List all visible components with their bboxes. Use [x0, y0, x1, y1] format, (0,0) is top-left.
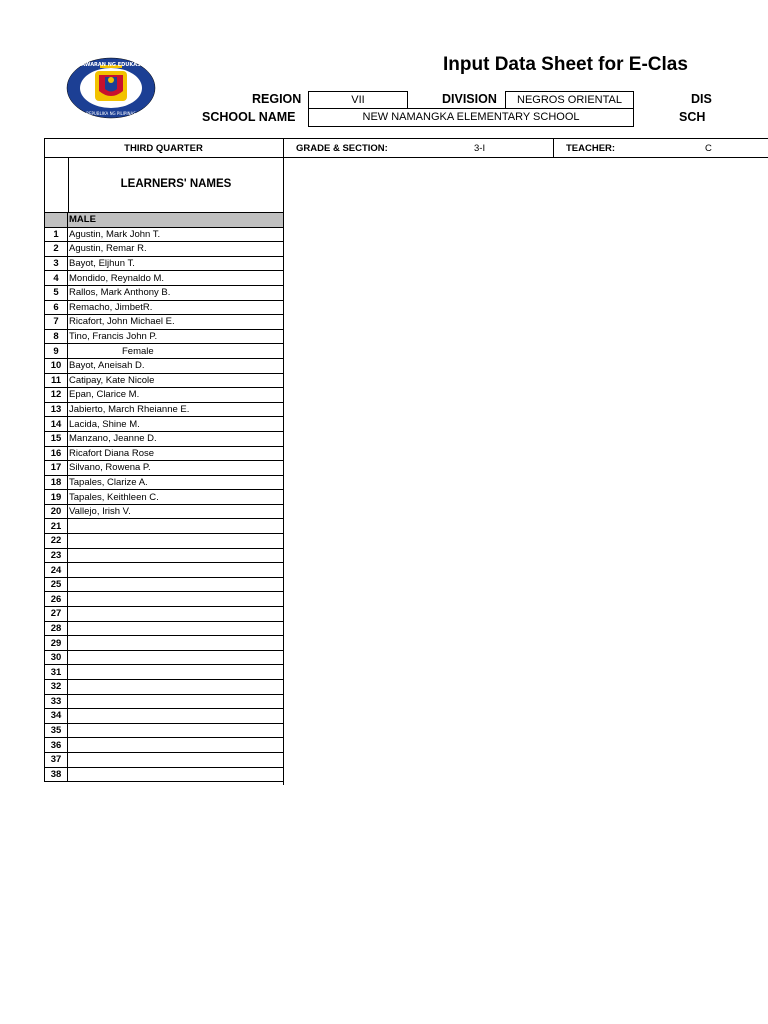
learner-row	[45, 271, 284, 286]
learner-number: 38	[45, 767, 68, 782]
learner-name-cell[interactable]	[68, 650, 284, 665]
learner-row	[45, 446, 284, 461]
learner-number: 32	[45, 680, 68, 695]
learner-name-cell[interactable]: Bayot, Aneisah D.	[68, 358, 284, 373]
learner-name-cell[interactable]: Ricafort Diana Rose	[68, 446, 284, 461]
learner-number: 20	[45, 504, 68, 519]
learner-row	[45, 315, 284, 330]
quarter-label: THIRD QUARTER	[124, 143, 203, 154]
learner-name-cell[interactable]: Rallos, Mark Anthony B.	[68, 285, 284, 300]
learner-number: 3	[45, 256, 68, 271]
learners-table	[44, 212, 284, 782]
learner-number: 11	[45, 373, 68, 388]
learners-names-header: LEARNERS' NAMES	[120, 178, 232, 190]
learner-name-cell[interactable]	[68, 738, 284, 753]
learner-name-cell[interactable]: Tapales, Keithleen C.	[68, 490, 284, 505]
learner-number: 5	[45, 285, 68, 300]
division-field[interactable]: NEGROS ORIENTAL	[505, 91, 634, 109]
division-label: DIVISION	[442, 92, 497, 106]
learner-row	[45, 548, 284, 563]
learner-name-cell[interactable]: Vallejo, Irish V.	[68, 504, 284, 519]
svg-text:REPUBLIKA NG PILIPINAS: REPUBLIKA NG PILIPINAS	[86, 111, 136, 116]
learner-row	[45, 504, 284, 519]
learner-number: 25	[45, 577, 68, 592]
learner-number: 33	[45, 694, 68, 709]
learner-name-cell[interactable]: Agustin, Mark John T.	[68, 227, 284, 242]
learner-row	[45, 461, 284, 476]
teacher-label: TEACHER:	[566, 143, 616, 154]
learner-row	[45, 373, 284, 388]
learner-number: 16	[45, 446, 68, 461]
learner-name-cell[interactable]: Remacho, JimbetR.	[68, 300, 284, 315]
learner-name-cell[interactable]	[68, 621, 284, 636]
district-label: DIS	[691, 92, 712, 106]
school-name-field[interactable]: NEW NAMANGKA ELEMENTARY SCHOOL	[308, 108, 634, 127]
learner-number: 9	[45, 344, 68, 359]
learner-number: 34	[45, 709, 68, 724]
learner-name-cell[interactable]	[68, 577, 284, 592]
learner-number: 13	[45, 402, 68, 417]
grade-section-label: GRADE & SECTION:	[296, 143, 388, 154]
learner-name-cell[interactable]	[68, 752, 284, 767]
learner-number: 26	[45, 592, 68, 607]
learner-row	[45, 534, 284, 549]
learner-number: 29	[45, 636, 68, 651]
learner-row	[45, 300, 284, 315]
learner-name-cell[interactable]	[68, 767, 284, 782]
learner-row	[45, 358, 284, 373]
learner-row	[45, 256, 284, 271]
learner-number: 6	[45, 300, 68, 315]
learner-row	[45, 227, 284, 242]
region-label: REGION	[252, 92, 302, 106]
learner-number: 1	[45, 227, 68, 242]
info-row-top-border	[44, 138, 768, 139]
learner-row	[45, 402, 284, 417]
learner-number: 30	[45, 650, 68, 665]
learner-row	[45, 563, 284, 578]
learner-row	[45, 607, 284, 622]
learner-name-cell[interactable]: Epan, Clarice M.	[68, 388, 284, 403]
male-header-label: MALE	[68, 213, 284, 228]
learner-number: 15	[45, 431, 68, 446]
learner-name-cell[interactable]	[68, 607, 284, 622]
learner-name-cell[interactable]	[68, 519, 284, 534]
learner-number: 17	[45, 461, 68, 476]
learner-number: 21	[45, 519, 68, 534]
school-id-label: SCH	[679, 110, 706, 124]
learner-name-cell[interactable]	[68, 694, 284, 709]
learner-name-cell[interactable]	[68, 636, 284, 651]
learner-number: 28	[45, 621, 68, 636]
learner-name-cell[interactable]	[68, 534, 284, 549]
learner-row	[45, 767, 284, 782]
learner-row	[45, 752, 284, 767]
learner-row	[45, 680, 284, 695]
learner-number: 27	[45, 607, 68, 622]
learner-name-cell[interactable]: Silvano, Rowena P.	[68, 461, 284, 476]
learner-row	[45, 577, 284, 592]
learner-number: 36	[45, 738, 68, 753]
learner-name-cell[interactable]: Agustin, Remar R.	[68, 242, 284, 257]
learner-row	[45, 636, 284, 651]
learner-number: 4	[45, 271, 68, 286]
learner-name-cell[interactable]: Mondido, Reynaldo M.	[68, 271, 284, 286]
learner-name-cell[interactable]: Bayot, Eljhun T.	[68, 256, 284, 271]
learner-row	[45, 329, 284, 344]
learner-name-cell[interactable]	[68, 680, 284, 695]
learner-name-cell[interactable]	[68, 563, 284, 578]
learner-row	[45, 621, 284, 636]
learner-number: 19	[45, 490, 68, 505]
learner-row	[45, 694, 284, 709]
male-header-number-cell	[45, 213, 68, 228]
learner-number: 37	[45, 752, 68, 767]
learner-number: 22	[45, 534, 68, 549]
learner-row	[45, 242, 284, 257]
learner-row	[45, 650, 284, 665]
learner-row	[45, 285, 284, 300]
learner-name-cell[interactable]: Lacida, Shine M.	[68, 417, 284, 432]
teacher-value[interactable]: C	[705, 143, 712, 154]
learner-number: 31	[45, 665, 68, 680]
learner-name-cell[interactable]	[68, 592, 284, 607]
region-field[interactable]: VII	[308, 91, 408, 109]
learner-number: 2	[45, 242, 68, 257]
learner-row	[45, 709, 284, 724]
learner-row	[45, 344, 284, 359]
learner-row	[45, 592, 284, 607]
learner-number: 7	[45, 315, 68, 330]
learner-name-cell[interactable]: Female	[68, 344, 284, 359]
learner-number: 8	[45, 329, 68, 344]
learner-row	[45, 665, 284, 680]
learner-number: 23	[45, 548, 68, 563]
learner-name-cell[interactable]: Manzano, Jeanne D.	[68, 431, 284, 446]
learner-number: 18	[45, 475, 68, 490]
learner-row	[45, 388, 284, 403]
grade-section-value[interactable]: 3-I	[474, 143, 486, 154]
learner-name-cell[interactable]: Jabierto, March Rheianne E.	[68, 402, 284, 417]
learner-name-cell[interactable]: Tapales, Clarize A.	[68, 475, 284, 490]
learner-number: 14	[45, 417, 68, 432]
learner-name-cell[interactable]	[68, 665, 284, 680]
teacher-divider	[553, 138, 554, 158]
learner-name-cell[interactable]	[68, 709, 284, 724]
page-title: Input Data Sheet for E-Clas	[443, 54, 688, 75]
deped-seal-logo	[66, 57, 156, 119]
learner-name-cell[interactable]	[68, 548, 284, 563]
learner-row	[45, 417, 284, 432]
learner-row	[45, 519, 284, 534]
learner-row	[45, 490, 284, 505]
school-name-label: SCHOOL NAME	[202, 110, 296, 124]
svg-text:KAGAWARAN NG EDUKASYON: KAGAWARAN NG EDUKASYON	[69, 62, 153, 68]
learner-row	[45, 475, 284, 490]
learner-row	[45, 431, 284, 446]
info-row-bottom-border	[44, 157, 768, 158]
learner-name-cell[interactable]: Tino, Francis John P.	[68, 329, 284, 344]
learner-number: 24	[45, 563, 68, 578]
learner-row	[45, 723, 284, 738]
male-header-row	[45, 213, 284, 228]
learner-name-cell[interactable]: Catipay, Kate Nicole	[68, 373, 284, 388]
learner-number: 12	[45, 388, 68, 403]
learner-row	[45, 738, 284, 753]
learner-number: 10	[45, 358, 68, 373]
learner-name-cell[interactable]: Ricafort, John Michael E.	[68, 315, 284, 330]
learner-name-cell[interactable]	[68, 723, 284, 738]
learner-number: 35	[45, 723, 68, 738]
